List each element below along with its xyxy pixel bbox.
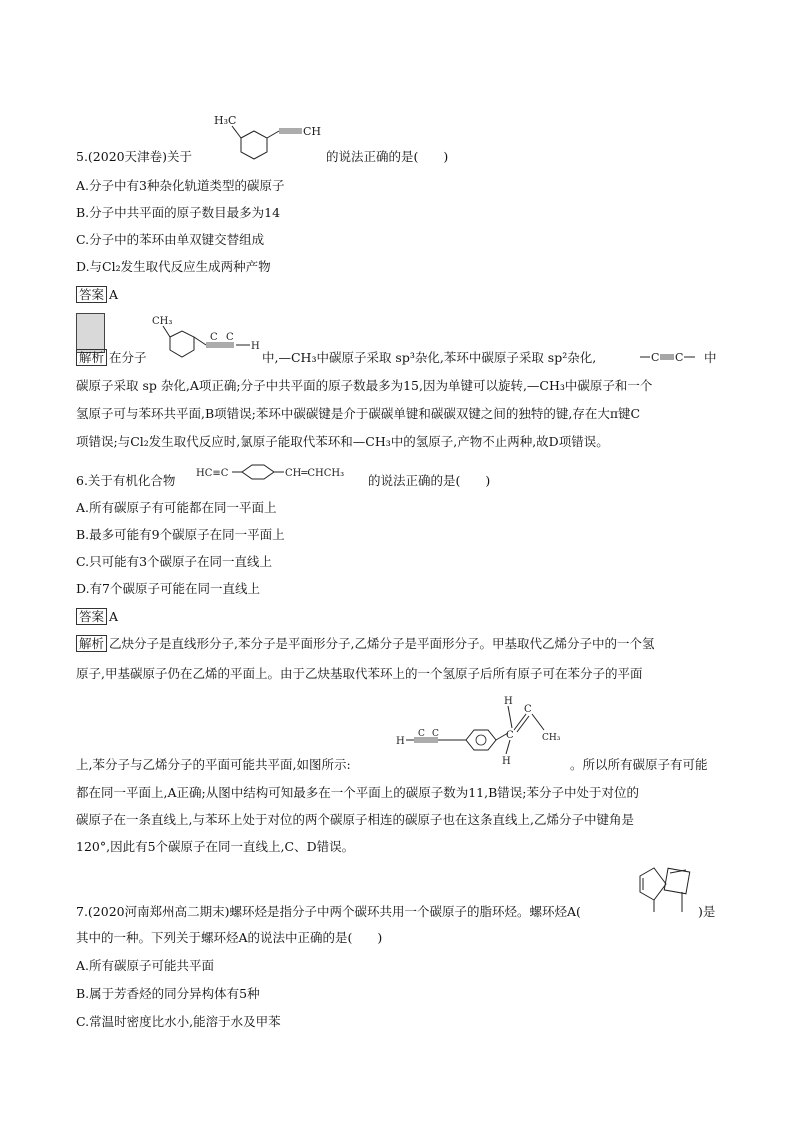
q5-answer-row <box>76 285 118 305</box>
q6-option-c: C.只可能有3个碳原子在同一直线上 <box>76 554 273 569</box>
q6-fig-ch3-label: CH₃ <box>542 733 561 743</box>
svg-text:C: C <box>432 729 439 739</box>
q5-analysis-h-label: H <box>251 341 260 352</box>
q7-option-a: A.所有碳原子可能共平面 <box>76 958 215 973</box>
q6-analysis-row5: 碳原子在一条直线上,与苯环上处于对位的两个碳原子相连的碳原子也在这条直线上,乙烯分子中键角是 <box>76 812 634 827</box>
svg-text:H: H <box>502 756 511 766</box>
q6-mol-hc-label: HC≡C <box>196 468 229 479</box>
q7-stem-line2: 其中的一种。下列关于螺环烃A的说法中正确的是( ) <box>76 930 383 945</box>
q5-option-b: B.分子中共平面的原子数目最多为14 <box>76 205 281 220</box>
q6-analysis-row1 <box>76 634 654 654</box>
q5-analysis-ch3-label: CH₃ <box>152 316 173 327</box>
svg-text:C: C <box>675 351 684 364</box>
q7-option-c: C.常温时密度比水小,能溶于水及甲苯 <box>76 1014 281 1029</box>
q6-molecule-image <box>196 455 364 491</box>
q6-analysis-first: 乙炔分子是直线形分子,苯分子是平面形分子,乙烯分子是平面形分子。甲基取代乙烯分子中的一个氢 <box>109 636 655 651</box>
svg-text:C: C <box>210 332 218 343</box>
q6-option-b: B.最多可能有9个碳原子在同一平面上 <box>76 527 285 542</box>
q5-molecule-image <box>214 110 326 166</box>
q5-option-d: D.与Cl₂发生取代反应生成两种产物 <box>76 259 271 274</box>
q5-answer-tag: 答案 <box>76 286 107 303</box>
q5-stem <box>76 147 192 167</box>
q6-answer-tag: 答案 <box>76 608 107 625</box>
svg-text:C: C <box>226 332 234 343</box>
q7-spiro-molecule-image <box>634 862 696 914</box>
svg-text:C: C <box>651 351 660 364</box>
q6-analysis-row2: 原子,甲基碳原子仍在乙烯的平面上。由于乙炔基取代苯环上的一个氢原子后所有原子可在苯分子的平面 <box>76 666 643 681</box>
q5-analysis-tag: 解析 <box>76 349 107 366</box>
q5-analysis-start: 在分子 <box>109 350 147 365</box>
q5-analysis-molecule-image <box>152 313 262 363</box>
q5-analysis-row1 <box>76 348 147 368</box>
q5-option-a: A.分子中有3种杂化轨道类型的碳原子 <box>76 178 285 193</box>
svg-text:C: C <box>418 729 425 739</box>
svg-text:H: H <box>396 736 405 747</box>
q5-answer-value: A <box>109 287 119 302</box>
q6-stem-start: 6.关于有机化合物 <box>76 473 176 488</box>
q6-analysis-tag: 解析 <box>76 635 107 652</box>
q6-planar-structure-image <box>396 692 566 766</box>
q7-stem-end: )是 <box>698 904 716 919</box>
q6-mol-ch-label: CH═CHCH₃ <box>285 468 345 479</box>
q5-option-c: C.分子中的苯环由单双键交替组成 <box>76 232 265 247</box>
q5-stem-end: 的说法正确的是( ) <box>326 149 449 164</box>
q5-alkyne-fragment-image <box>638 347 698 367</box>
q6-option-a: A.所有碳原子有可能都在同一平面上 <box>76 500 277 515</box>
q5-analysis-image-placeholder <box>76 313 105 353</box>
q7-option-b: B.属于芳香烃的同分异构体有5种 <box>76 986 260 1001</box>
q5-analysis-line2: 碳原子采取 sp 杂化,A项正确;分子中共平面的原子数最多为15,因为单键可以旋转,—CH₃中碳原子和一个 <box>76 378 653 393</box>
q5-analysis-end: 中 <box>704 350 717 365</box>
q7-stem-start: 7.(2020河南郑州高二期末)螺环烃是指分子中两个碳环共用一个碳原子的脂环烃。螺环烃A( <box>76 904 581 919</box>
q6-stem-end: 的说法正确的是( ) <box>368 473 491 488</box>
q6-fig-c-label: C <box>506 730 514 741</box>
q6-analysis-row3-start: 上,苯分子与乙烯分子的平面可能共平面,如图所示: <box>76 757 351 772</box>
q6-answer-row <box>76 607 118 627</box>
svg-text:C: C <box>524 704 532 715</box>
q6-analysis-row4: 都在同一平面上,A正确;从图中结构可知最多在一个平面上的碳原子数为11,B错误;苯分子中处于对位的 <box>76 785 639 800</box>
q5-analysis-mid: 中,—CH₃中碳原子采取 sp³杂化,苯环中碳原子采取 sp²杂化, <box>262 350 597 365</box>
q6-option-d: D.有7个碳原子可能在同一直线上 <box>76 581 261 596</box>
q6-fig-h-label: H <box>504 696 513 707</box>
q6-analysis-row3-end: 。所以所有碳原子有可能 <box>570 757 708 772</box>
q6-answer-value: A <box>109 609 119 624</box>
q5-mol-ch-label: CH <box>303 125 322 138</box>
q5-analysis-line4: 项错误;与Cl₂发生取代反应时,氯原子能取代苯环和—CH₃中的氢原子,产物不止两种,故D项错误。 <box>76 434 609 449</box>
q6-analysis-row6: 120°,因此有5个碳原子在同一直线上,C、D错误。 <box>76 839 355 854</box>
q5-mol-h3c-label: H₃C <box>214 114 237 127</box>
q5-analysis-line3: 氢原子可与苯环共平面,B项错误;苯环中碳碳键是介于碳碳单键和碳碳双键之间的独特的键,存在大π键C <box>76 406 641 421</box>
q5-stem-start: 5.(2020天津卷)关于 <box>76 149 192 164</box>
